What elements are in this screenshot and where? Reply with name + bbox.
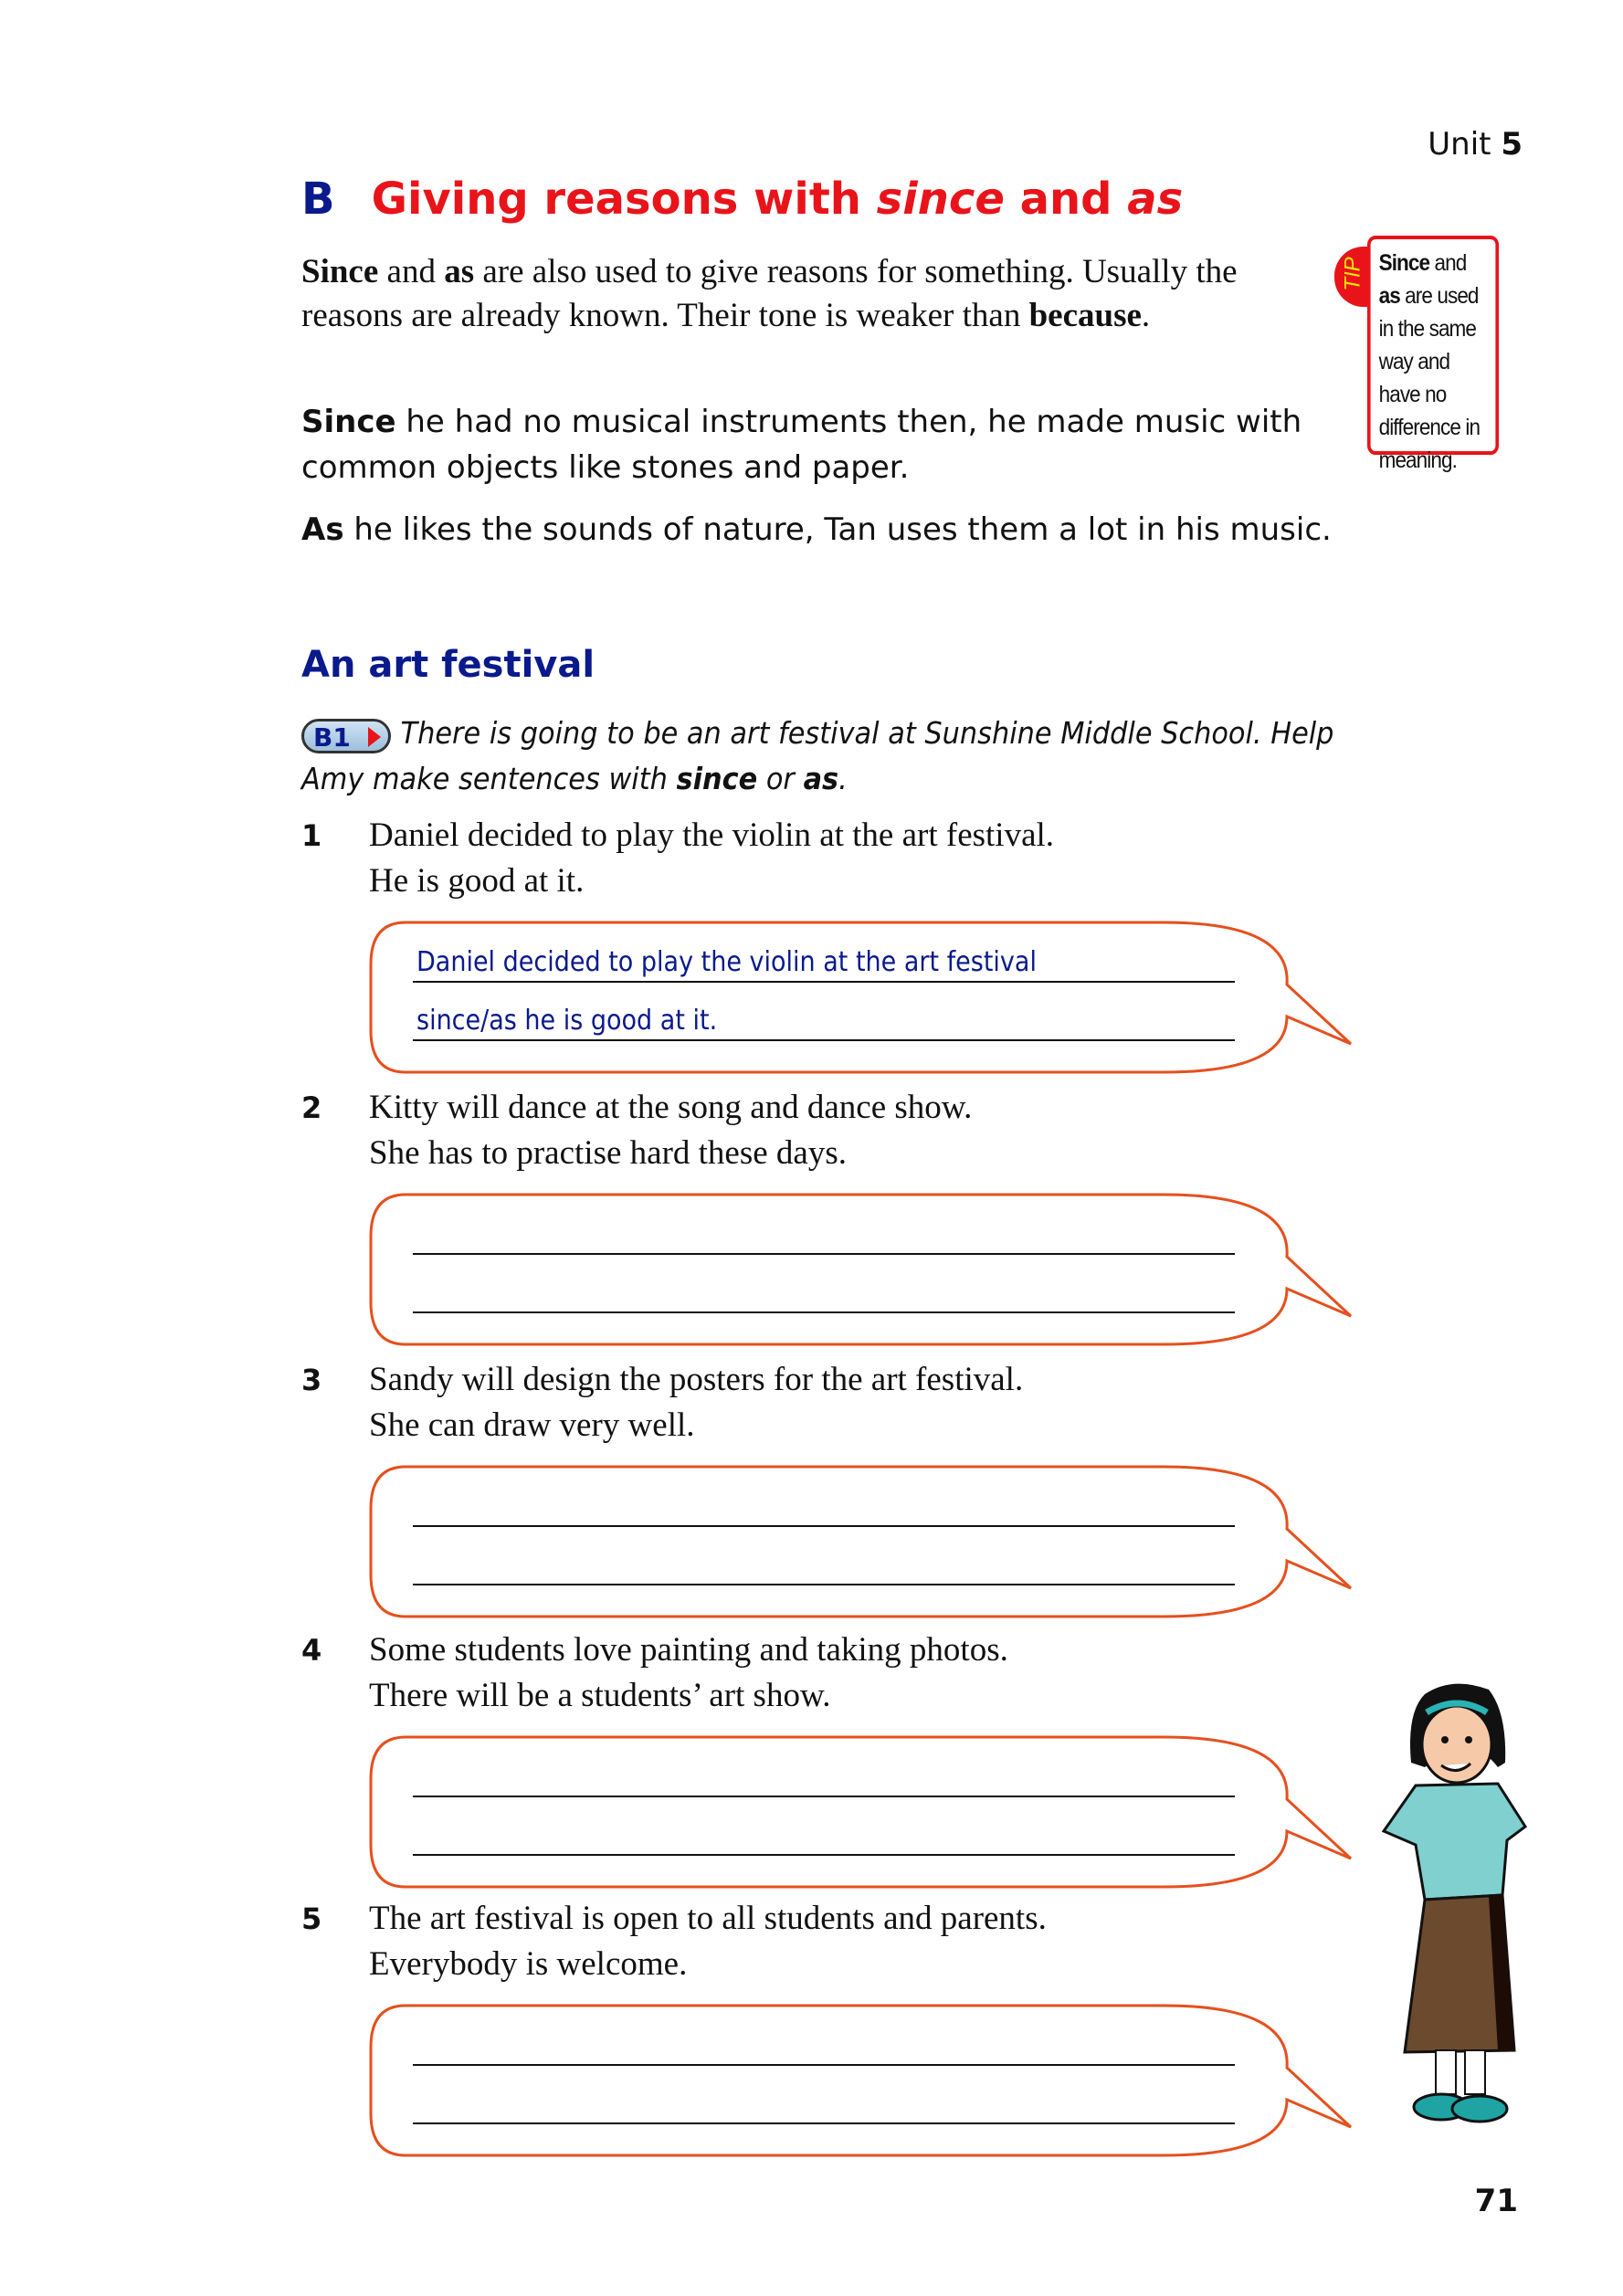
section-title (301, 174, 1183, 225)
question-line-2: She has to practise hard these days. (369, 1134, 847, 1172)
example-sentence (301, 399, 1306, 490)
question-number: 1 (301, 818, 322, 853)
badge-label: B1 (313, 722, 351, 753)
question-text (369, 1085, 1374, 1176)
answer-line-1[interactable] (413, 1759, 1235, 1797)
answer-line-1[interactable] (413, 2027, 1235, 2066)
page-number: 71 (1474, 2183, 1518, 2219)
question-text (369, 1627, 1374, 1719)
question-line-2: There will be a students’ art show. (369, 1677, 831, 1714)
exercise-heading: An art festival (301, 644, 595, 686)
question-text (369, 813, 1374, 904)
text: . (838, 761, 848, 796)
question-text (369, 1896, 1374, 1987)
answer-bubble (369, 1735, 1319, 1889)
kw: as (1378, 283, 1400, 309)
kw: Since (1378, 250, 1430, 276)
answer-bubble (369, 1465, 1319, 1618)
question-number: 5 (301, 1901, 322, 1936)
kw: as (803, 761, 839, 796)
question-line-1: Daniel decided to play the violin at the art festival. (369, 816, 1055, 854)
exercise-instruction (301, 711, 1394, 802)
amy-illustration (1361, 1676, 1598, 2151)
unit-text: Unit (1428, 126, 1491, 163)
kw: As (301, 511, 344, 548)
text: he likes the sounds of nature, Tan uses them a lot in his music. (343, 511, 1332, 548)
text: There is going to be an art festival at Sunshine Middle School. Help Amy make sentences with (301, 715, 1334, 796)
text: he had no musical instruments then, he made music with common objects like stones and paper. (301, 404, 1302, 486)
answer-line-2[interactable] (413, 1547, 1235, 1585)
kw: since (676, 761, 758, 796)
question-line-1: Sandy will design the posters for the art festival. (369, 1361, 1024, 1398)
tip-box (1367, 236, 1499, 473)
kw-because: because (1028, 297, 1142, 334)
title-as: as (1127, 174, 1184, 225)
question-line-1: Kitty will dance at the song and dance show. (369, 1089, 973, 1126)
text: are used in the same way and have no difference in meaning. (1378, 283, 1481, 473)
question-line-1: The art festival is open to all students and parents. (369, 1900, 1047, 1937)
kw: Since (301, 404, 396, 440)
text: are also used to give reasons for something. Usually the reasons are already known. Their tone is weaker than (301, 253, 1238, 334)
question-line-2: Everybody is welcome. (369, 1945, 688, 1983)
kw-as: as (444, 253, 475, 290)
question-line-2: He is good at it. (369, 862, 585, 900)
answer-line-1[interactable] (413, 1489, 1235, 1527)
question-line-1: Some students love painting and taking photos. (369, 1631, 1008, 1669)
unit-label (1428, 126, 1523, 163)
example-sentence (301, 507, 1352, 553)
text: and (1429, 250, 1467, 276)
text: . (1141, 297, 1151, 334)
question-number: 2 (301, 1090, 322, 1125)
tip-label: TIP (1340, 257, 1365, 291)
unit-number: 5 (1501, 126, 1523, 163)
answer-bubble (369, 2004, 1319, 2157)
text: and (378, 253, 445, 290)
question-line-2: She can draw very well. (369, 1406, 695, 1444)
answer-line-2[interactable] (413, 1275, 1235, 1313)
answer-text-1: Daniel decided to play the violin at the art festival (416, 946, 1037, 978)
question-text (369, 1357, 1374, 1448)
title-and: and (1004, 174, 1128, 225)
title-since: since (876, 174, 1005, 225)
title-text: Giving reasons with (371, 174, 877, 225)
answer-bubble (369, 1193, 1319, 1346)
answer-text-2: since/as he is good at it. (416, 1005, 718, 1037)
answer-line-1[interactable] (413, 1216, 1235, 1255)
question-number: 3 (301, 1363, 322, 1397)
answer-line-2[interactable] (413, 1817, 1235, 1856)
intro-paragraph (301, 250, 1306, 338)
text: or (757, 761, 804, 796)
answer-bubble (369, 921, 1319, 1074)
question-number: 4 (301, 1633, 322, 1668)
section-letter: B (301, 174, 335, 225)
answer-line-2[interactable] (413, 2086, 1235, 2124)
kw-since: Since (301, 253, 379, 290)
